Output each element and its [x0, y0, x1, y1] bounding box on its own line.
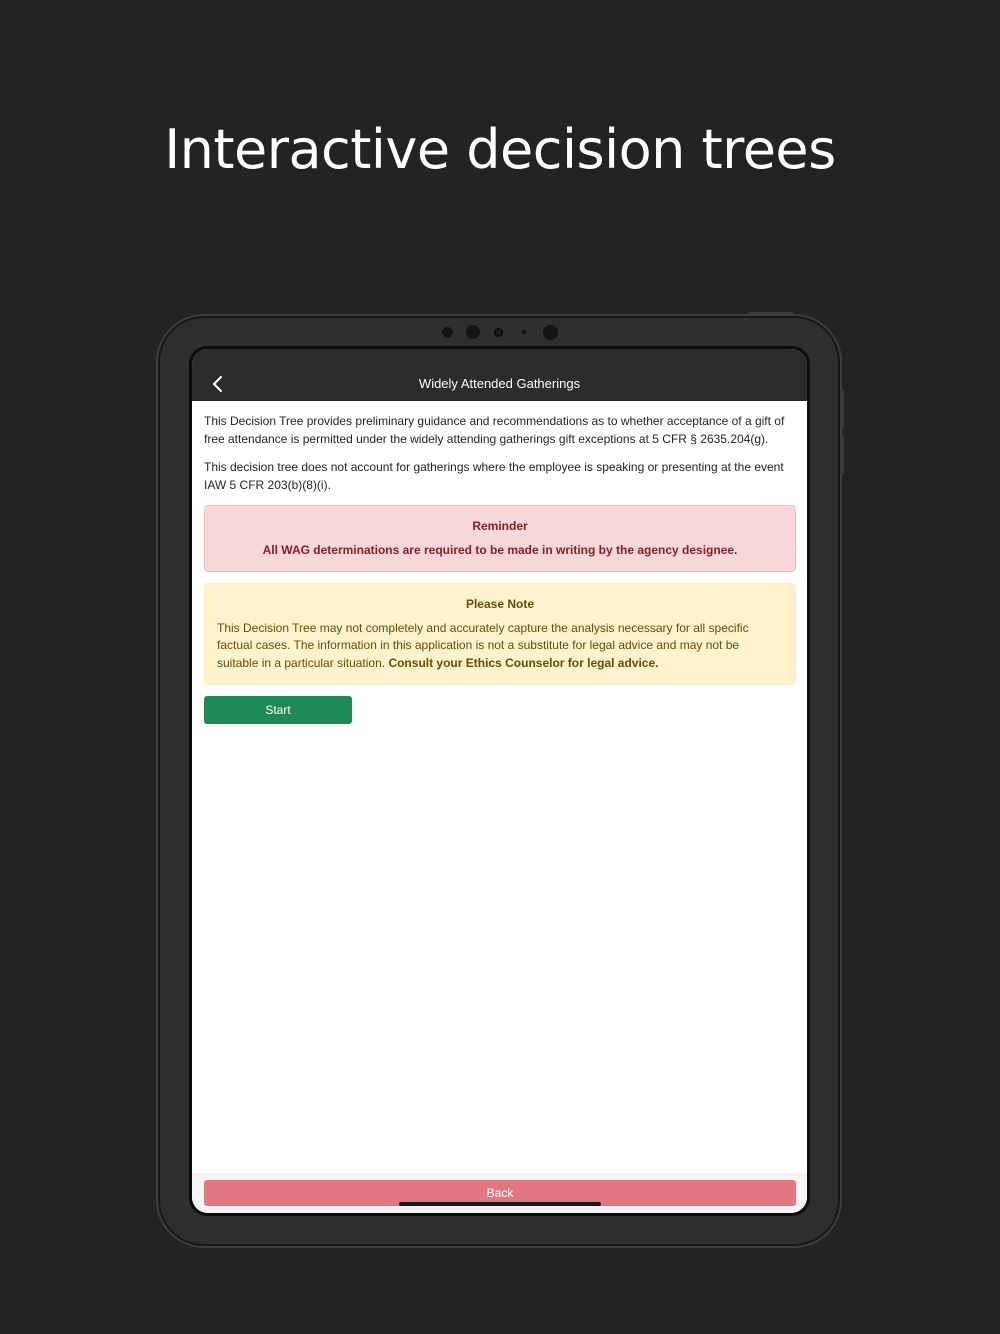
sensor-dot [442, 327, 453, 338]
start-button[interactable]: Start [204, 696, 352, 724]
reminder-alert [204, 505, 796, 572]
tablet-top-button [748, 312, 794, 316]
sensor-dot [466, 325, 480, 339]
tablet-volume-up-button [840, 390, 844, 428]
please-note-body [217, 620, 783, 673]
intro-paragraph: This decision tree does not account for gatherings where the employee is speaking or presenting at the event IAW 5 CFR 203(b)(8)(i). [204, 460, 784, 492]
tablet-camera-array [438, 324, 568, 340]
back-button[interactable]: Back [204, 1180, 796, 1206]
reminder-heading: Reminder [472, 519, 528, 533]
main-content [204, 401, 796, 724]
front-camera-icon [494, 328, 503, 337]
tablet-volume-down-button [840, 436, 844, 474]
bottom-toolbar [192, 1173, 807, 1213]
navigation-bar [192, 349, 807, 401]
tablet-bezel [189, 346, 810, 1216]
sensor-dot [522, 330, 526, 334]
please-note-heading: Please Note [465, 597, 535, 611]
app-screen [192, 349, 807, 1213]
marketing-headline: Interactive decision trees [164, 118, 836, 181]
reminder-body: All WAG determinations are required to be made in writing by the agency designee. [262, 542, 738, 557]
home-indicator[interactable] [399, 1202, 601, 1206]
sensor-dot [543, 325, 558, 340]
please-note-alert [204, 583, 796, 685]
please-note-text: This Decision Tree may not completely and accurately capture the analysis necessary for all specific factual cases. The information in this application is not a substitute for legal advice and may not be suitable in a particular situation. [217, 620, 749, 670]
intro-paragraph: This Decision Tree provides preliminary guidance and recommendations as to whether acceptance of a gift of free attendance is permitted under the widely attending gatherings gift exceptions at 5 CFR § 2635.204(g). [204, 414, 785, 446]
tablet-device-frame [158, 316, 840, 1246]
page-title: Widely Attended Gatherings [418, 376, 581, 391]
please-note-emphasis: Consult your Ethics Counselor for legal advice. [388, 655, 659, 670]
